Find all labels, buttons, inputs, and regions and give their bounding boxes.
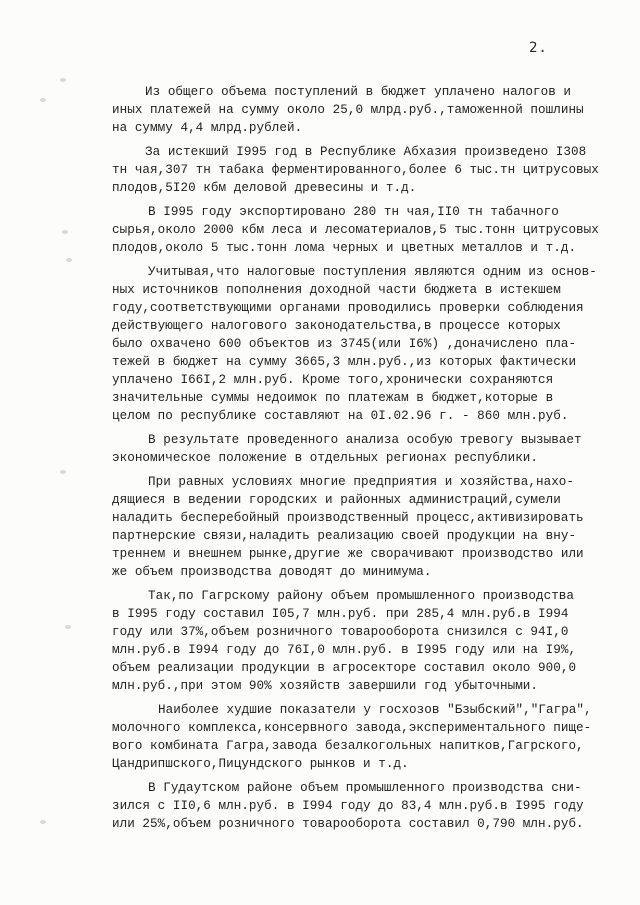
- text-line: году,соответствующими органами проводились проверки соблюдения: [112, 301, 584, 315]
- text-line: млн.руб.в I994 году до 76I,0 млн.руб. в I995 году или на I9%,: [112, 643, 577, 657]
- text-line: целом по республике составляют на 0I.02.96 г. - 860 млн.руб.: [112, 409, 569, 423]
- scan-mark: [40, 98, 46, 102]
- text-line: экономическое положение в отдельных регионах республики.: [112, 451, 539, 465]
- text-line: в I995 году составил I05,7 млн.руб. при 285,4 млн.руб.в I994: [112, 607, 569, 621]
- text-line: же объем производства доводят до минимума.: [112, 565, 432, 579]
- text-line: Учитывая,что налоговые поступления являются одним из основ-: [148, 265, 597, 279]
- text-line: тн чая,307 тн табака ферментированного,более 6 тыс.тн цитрусовых: [112, 163, 599, 177]
- scan-mark: [62, 230, 68, 234]
- text-line: сырья,около 2000 кбм леса и лесоматериалов,5 тыс.тонн цитрусовых: [112, 223, 599, 237]
- text-line: или 25%,объем розничного товарооборота составил 0,790 млн.руб.: [112, 817, 584, 831]
- text-line: За истекший I995 год в Республике Абхазия произведено I308: [145, 145, 587, 159]
- text-line: дящиеся в ведении городских и районных администраций,сумели: [112, 493, 561, 507]
- text-line: иных платежей на сумму около 25,0 млрд.руб.,таможенной пошлины: [112, 103, 584, 117]
- scan-mark: [40, 820, 46, 824]
- text-line: наладить бесперебойный производственный процесс,активизировать: [112, 511, 584, 525]
- text-line: В I995 году экспортировано 280 тн чая,II0 тн табачного: [148, 205, 559, 219]
- text-line: молочного комплекса,консервного завода,экспериментального пище-: [112, 721, 592, 735]
- page-number: 2.: [529, 40, 548, 56]
- text-line: Так,по Гагрскому району объем промышленного производства: [148, 589, 575, 603]
- text-line: тежей в бюджет на сумму 3665,3 млн.руб.,из которых фактически: [112, 355, 577, 369]
- text-line: плодов,5I20 кбм деловой древесины и т.д.: [112, 181, 417, 195]
- text-line: действующего налогового законодательства,в процессе которых: [112, 319, 561, 333]
- text-line: млн.руб.,при этом 90% хозяйств завершили год убыточными.: [112, 679, 539, 693]
- scan-mark: [65, 625, 71, 629]
- text-line: Наиболее худшие показатели у госхозов "Бзыбский","Гагра",: [158, 703, 592, 717]
- scan-mark: [60, 470, 66, 474]
- text-line: треннем и внешнем рынке,другие же сворачивают производство или: [112, 547, 584, 561]
- text-line: году или 37%,объем розничного товарооборота снизился с 94I,0: [112, 625, 569, 639]
- text-line: уплачено I66I,2 млн.руб. Кроме того,хронически сохраняются: [112, 373, 554, 387]
- text-line: В Гудаутском районе объем промышленного производства сни-: [148, 781, 582, 795]
- text-line: партнерские связи,наладить реализацию своей продукции на вну-: [112, 529, 577, 543]
- text-line: При равных условиях многие предприятия и хозяйства,нахо-: [148, 475, 575, 489]
- text-line: плодов,около 5 тыс.тонн лома черных и цветных металлов и т.д.: [112, 241, 577, 255]
- text-line: Из общего объема поступлений в бюджет уплачено налогов и: [145, 85, 572, 99]
- text-line: Цандрипшского,Пицундского рынков и т.д.: [112, 757, 409, 771]
- scan-mark: [60, 78, 66, 82]
- text-line: В результате проведенного анализа особую тревогу вызывает: [148, 433, 582, 447]
- scan-mark: [66, 258, 72, 262]
- text-line: объем реализации продукции в агросекторе составил около 900,0: [112, 661, 577, 675]
- text-line: значительные суммы недоимок по платежам в бюджет,которые в: [112, 391, 554, 405]
- text-line: ных источников пополнения доходной части бюджета в истекшем: [112, 283, 561, 297]
- text-line: на сумму 4,4 млрд.рублей.: [112, 121, 303, 135]
- text-line: вого комбината Гагра,завода безалкогольных напитков,Гагрского,: [112, 739, 584, 753]
- text-line: зился с II0,6 млн.руб. в I994 году до 83,4 млн.руб.в I995 году: [112, 799, 584, 813]
- text-line: было охвачено 600 объектов из 3745(или I6%) ,доначислено пла-: [112, 337, 577, 351]
